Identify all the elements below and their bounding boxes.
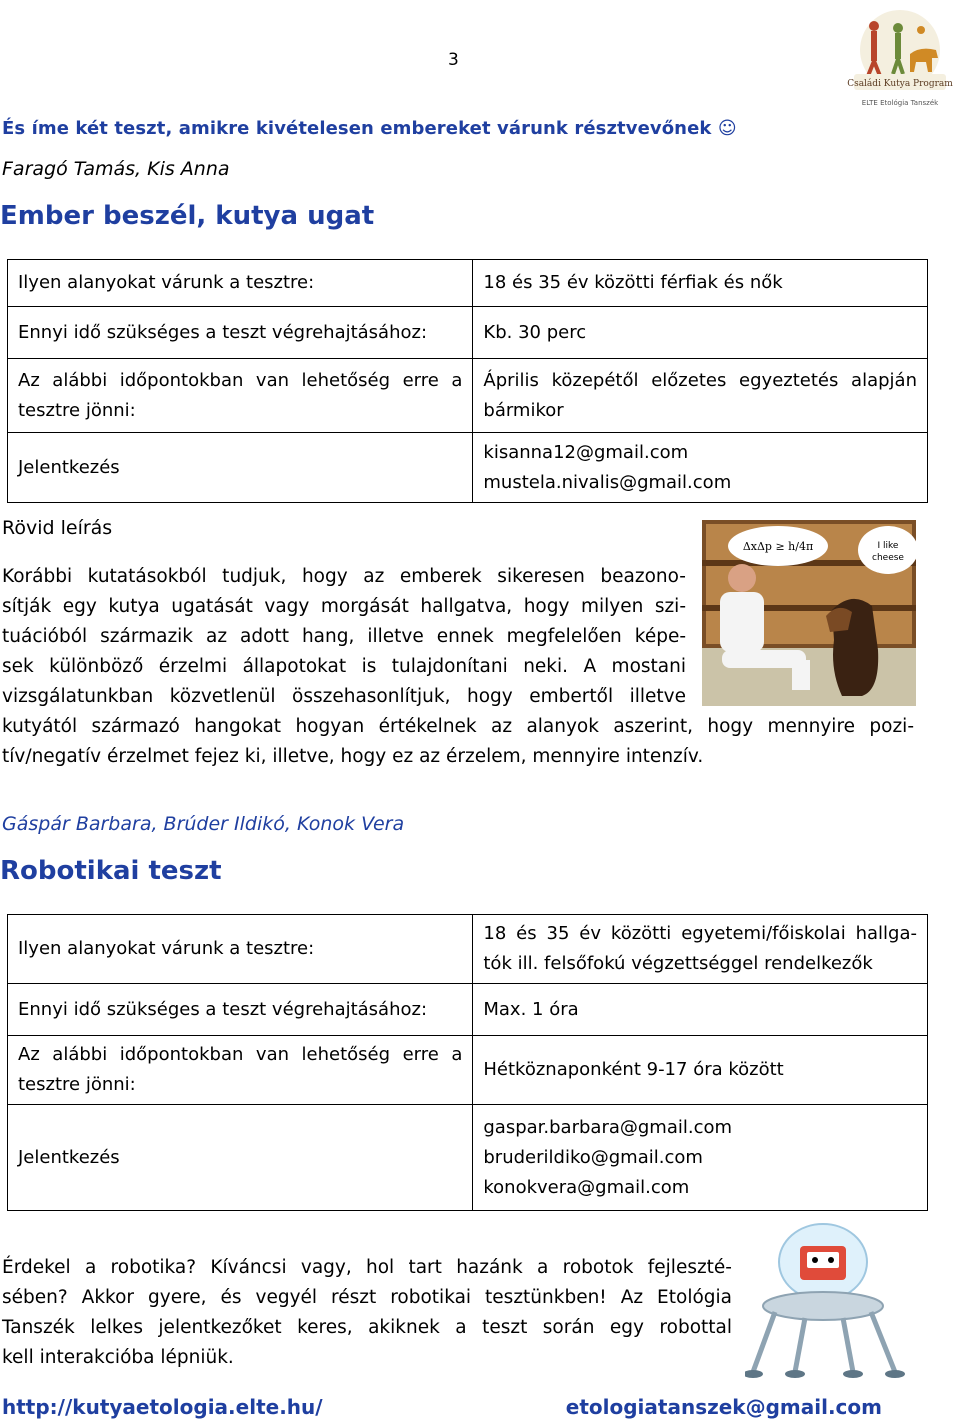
description-line: vizsgálatunkban közvetlenül összehasonlítjuk, hogy embertől illetve: [2, 686, 686, 707]
test1-description: [2, 562, 686, 712]
svg-text:I like: I like: [877, 541, 899, 551]
robot-illustration: [745, 1222, 920, 1382]
table-row: [8, 1036, 928, 1105]
test1-title: Ember beszél, kutya ugat: [0, 201, 375, 231]
family-dog-program-logo: [846, 6, 954, 110]
footer-website-link[interactable]: http://kutyaetologia.elte.hu/: [2, 1395, 323, 1419]
description-line: tív/negatív érzelmet fejez ki, illetve, hogy ez az érzelem, mennyire intenzív.: [2, 746, 704, 767]
email-link[interactable]: bruderildiko@gmail.com: [483, 1146, 703, 1168]
test1-description-continued: [2, 712, 914, 772]
page-number: 3: [448, 50, 459, 70]
table-row: [8, 359, 928, 433]
logo-subtitle: ELTE Etológia Tanszék: [861, 99, 939, 107]
table-cell-label: Az alábbi időpontokban van lehetőség erre a tesztre jönni:: [8, 359, 473, 433]
table-cell-label: Ennyi idő szükséges a teszt végrehajtásához:: [8, 984, 473, 1036]
test2-description: [2, 1253, 732, 1373]
table-cell-value: Kb. 30 perc: [473, 307, 928, 359]
footer-email-link[interactable]: etologiatanszek@gmail.com: [565, 1395, 882, 1419]
description-line: Érdekel a robotika? Kíváncsi vagy, hol tart hazánk a robotok fejleszté-: [2, 1257, 732, 1278]
table-cell-value: Max. 1 óra: [473, 984, 928, 1036]
table-cell-value: Hétköznaponként 9-17 óra között: [473, 1036, 928, 1105]
description-line: kutyától származó hangokat hogyan értékelnek az alanyok aszerint, hogy mennyire pozi-: [2, 716, 914, 737]
email-link[interactable]: kisanna12@gmail.com: [483, 441, 689, 463]
description-line: tuációból származik az adott hang, illetve ennek megfelelően képe-: [2, 626, 686, 647]
description-line: sében? Akkor gyere, és vegyél részt robotikai tesztünkben! Az Etológia: [2, 1287, 732, 1308]
short-description-label: Rövid leírás: [2, 517, 113, 539]
intro-heading: És íme két teszt, amikre kivételesen embereket várunk résztvevőnek ☺: [2, 118, 737, 139]
description-line: kell interakcióba lépniük.: [2, 1347, 234, 1368]
email-link[interactable]: gaspar.barbara@gmail.com: [483, 1116, 733, 1138]
table-cell-label: Ilyen alanyokat várunk a tesztre:: [8, 260, 473, 307]
table-cell-value: Április közepétől előzetes egyeztetés alapján bármikor: [473, 359, 928, 433]
table-cell-label: Jelentkezés: [8, 1105, 473, 1211]
dog-photo: [702, 520, 916, 706]
test1-authors: Faragó Tamás, Kis Anna: [2, 158, 230, 180]
description-line: Tanszék lelkes jelentkezőket keres, akiknek a teszt során egy robottal: [2, 1317, 732, 1338]
description-line: sek különböző érzelmi állapotokat is tulajdonítani neki. A mostani: [2, 656, 686, 677]
table-cell-label: Jelentkezés: [8, 433, 473, 503]
test1-info-table: [7, 259, 928, 503]
logo-title: Családi Kutya Program: [847, 79, 953, 89]
test2-title: Robotikai teszt: [0, 856, 222, 886]
table-cell-value: [473, 1105, 928, 1211]
table-cell-label: Ilyen alanyokat várunk a tesztre:: [8, 915, 473, 984]
description-line: sítják egy kutya ugatását vagy morgását hallgatva, hogy milyen szi-: [2, 596, 686, 617]
description-line: Korábbi kutatásokból tudjuk, hogy az emberek sikeresen beazono-: [2, 566, 686, 587]
test2-authors: Gáspár Barbara, Brúder Ildikó, Konok Vera: [2, 813, 405, 835]
table-row: [8, 260, 928, 307]
table-cell-value: 18 és 35 év közötti férfiak és nők: [473, 260, 928, 307]
table-row: [8, 433, 928, 503]
svg-text:cheese: cheese: [872, 553, 904, 563]
table-row: [8, 984, 928, 1036]
photo-formula: ΔxΔp ≥ h/4π: [742, 540, 814, 553]
table-cell-label: Ennyi idő szükséges a teszt végrehajtásához:: [8, 307, 473, 359]
table-row: [8, 915, 928, 984]
email-link[interactable]: konokvera@gmail.com: [483, 1176, 690, 1198]
table-cell-label: Az alábbi időpontokban van lehetőség erre a tesztre jönni:: [8, 1036, 473, 1105]
table-row: [8, 307, 928, 359]
email-link[interactable]: mustela.nivalis@gmail.com: [483, 471, 732, 493]
table-cell-value: [473, 433, 928, 503]
table-row: [8, 1105, 928, 1211]
test2-info-table: [7, 914, 928, 1211]
table-cell-value: 18 és 35 év közötti egyetemi/főiskolai hallga- tók ill. felsőfokú végzettséggel rendelkezők: [473, 915, 928, 984]
